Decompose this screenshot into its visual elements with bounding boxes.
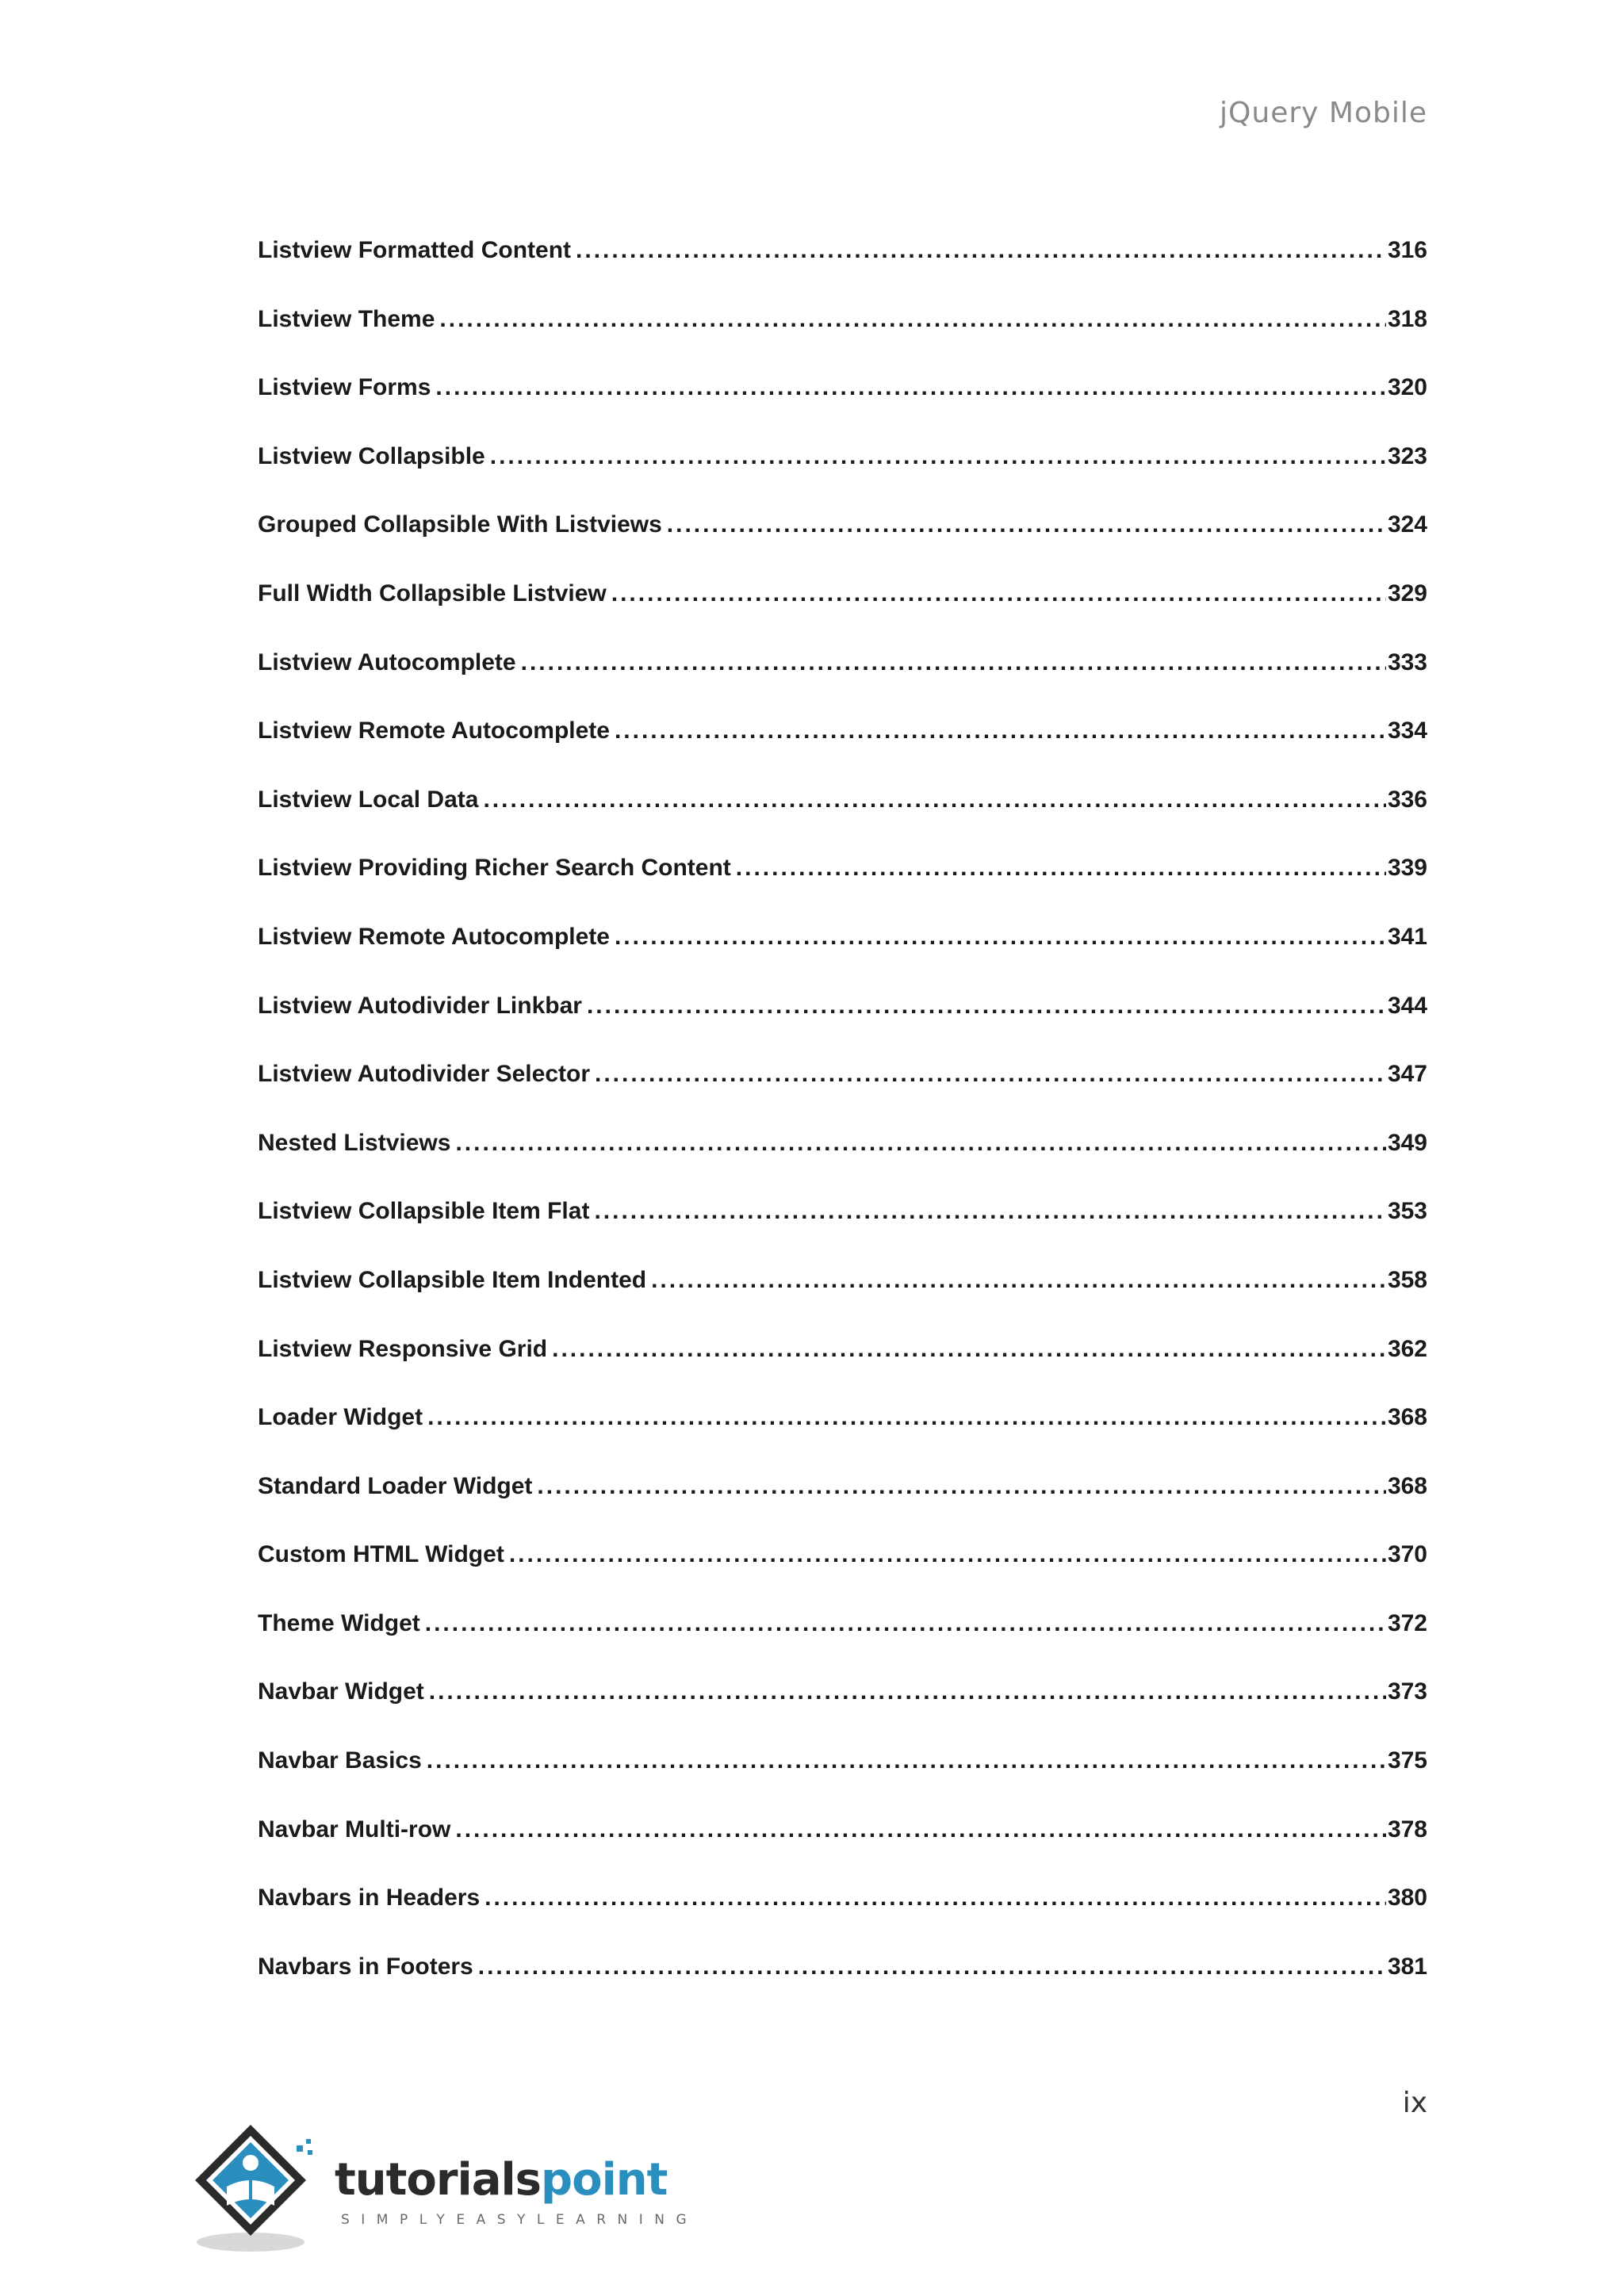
toc-entry-title: Loader Widget	[258, 1404, 423, 1431]
toc-entry[interactable]	[258, 1052, 1427, 1121]
toc-entry[interactable]	[258, 709, 1427, 778]
toc-entry-title: Navbars in Footers	[258, 1953, 473, 1980]
toc-entry[interactable]	[258, 297, 1427, 366]
logo-wordmark-part2: point	[541, 2154, 668, 2206]
toc-entry-title: Listview Responsive Grid	[258, 1335, 548, 1362]
logo-wordmark-part1: tutorials	[335, 2154, 542, 2206]
toc-entry-page: 378	[1387, 1816, 1427, 1843]
running-header: jQuery Mobile	[1220, 97, 1427, 129]
table-of-contents	[258, 228, 1427, 2013]
toc-entry-page: 373	[1387, 1678, 1427, 1705]
toc-entry[interactable]	[258, 846, 1427, 915]
toc-entry[interactable]	[258, 1189, 1427, 1258]
toc-entry-title: Grouped Collapsible With Listviews	[258, 511, 662, 538]
toc-entry-page: 368	[1387, 1472, 1427, 1499]
toc-entry-page: 316	[1387, 237, 1427, 263]
toc-entry[interactable]	[258, 641, 1427, 710]
toc-dot-leader	[425, 1601, 1386, 1646]
toc-entry-page: 318	[1387, 305, 1427, 332]
tutorialspoint-logo	[195, 2117, 699, 2260]
toc-entry-page: 358	[1387, 1266, 1427, 1293]
toc-entry[interactable]	[258, 1464, 1427, 1533]
toc-dot-leader	[427, 1395, 1386, 1440]
toc-entry-page: 336	[1387, 786, 1427, 813]
toc-entry-title: Full Width Collapsible Listview	[258, 580, 607, 607]
toc-entry[interactable]	[258, 915, 1427, 984]
toc-dot-leader	[615, 915, 1386, 959]
toc-entry[interactable]	[258, 434, 1427, 503]
toc-entry[interactable]	[258, 1327, 1427, 1396]
toc-entry-title: Listview Collapsible Item Flat	[258, 1198, 590, 1225]
toc-entry[interactable]	[258, 503, 1427, 572]
toc-entry-title: Navbar Basics	[258, 1747, 422, 1774]
toc-entry-page: 368	[1387, 1404, 1427, 1431]
toc-dot-leader	[483, 778, 1386, 822]
toc-dot-leader	[615, 709, 1386, 753]
toc-entry-title: Listview Theme	[258, 305, 435, 332]
toc-dot-leader	[736, 846, 1386, 890]
toc-entry-title: Listview Providing Richer Search Content	[258, 855, 731, 882]
toc-entry-title: Listview Remote Autocomplete	[258, 923, 610, 950]
toc-entry-page: 370	[1387, 1541, 1427, 1568]
toc-entry-title: Standard Loader Widget	[258, 1472, 533, 1499]
toc-entry-page: 323	[1387, 442, 1427, 469]
toc-entry[interactable]	[258, 228, 1427, 297]
toc-entry-title: Listview Collapsible Item Indented	[258, 1266, 647, 1293]
toc-entry[interactable]	[258, 1945, 1427, 2014]
toc-entry-page: 344	[1387, 992, 1427, 1019]
toc-dot-leader	[576, 228, 1386, 273]
toc-entry-title: Listview Remote Autocomplete	[258, 718, 610, 744]
toc-entry-title: Listview Local Data	[258, 786, 479, 813]
toc-dot-leader	[552, 1327, 1386, 1372]
toc-entry-title: Listview Forms	[258, 374, 431, 401]
toc-entry-page: 347	[1387, 1061, 1427, 1088]
toc-dot-leader	[429, 1670, 1386, 1714]
toc-entry[interactable]	[258, 1876, 1427, 1945]
logo-tagline: SIMPLYEASYLEARNING	[341, 2212, 699, 2228]
toc-entry[interactable]	[258, 1395, 1427, 1464]
toc-entry-page: 353	[1387, 1198, 1427, 1225]
toc-entry-title: Navbar Multi-row	[258, 1816, 451, 1843]
toc-entry-page: 329	[1387, 580, 1427, 607]
toc-entry[interactable]	[258, 984, 1427, 1053]
toc-dot-leader	[455, 1121, 1386, 1165]
toc-entry-page: 349	[1387, 1129, 1427, 1156]
toc-dot-leader	[651, 1258, 1386, 1303]
toc-entry-title: Listview Formatted Content	[258, 237, 572, 263]
toc-dot-leader	[435, 365, 1386, 410]
toc-dot-leader	[611, 572, 1386, 616]
toc-entry[interactable]	[258, 1601, 1427, 1670]
toc-dot-leader	[594, 1189, 1386, 1234]
toc-entry[interactable]	[258, 365, 1427, 434]
toc-entry[interactable]	[258, 1670, 1427, 1739]
toc-dot-leader	[509, 1533, 1386, 1577]
toc-entry[interactable]	[258, 778, 1427, 847]
toc-dot-leader	[439, 297, 1386, 342]
tutorialspoint-logo-icon	[195, 2117, 338, 2260]
toc-entry[interactable]	[258, 1533, 1427, 1601]
toc-dot-leader	[427, 1739, 1386, 1783]
toc-entry-title: Theme Widget	[258, 1609, 420, 1636]
toc-entry[interactable]	[258, 1808, 1427, 1877]
toc-dot-leader	[667, 503, 1386, 547]
toc-entry-page: 334	[1387, 718, 1427, 744]
toc-dot-leader	[485, 1876, 1386, 1920]
toc-dot-leader	[537, 1464, 1386, 1509]
toc-dot-leader	[521, 641, 1386, 685]
toc-entry-page: 341	[1387, 923, 1427, 950]
toc-entry-title: Nested Listviews	[258, 1129, 451, 1156]
toc-entry-title: Custom HTML Widget	[258, 1541, 504, 1568]
toc-entry-title: Listview Autodivider Linkbar	[258, 992, 582, 1019]
toc-dot-leader	[455, 1808, 1386, 1852]
toc-dot-leader	[587, 984, 1386, 1028]
toc-entry[interactable]	[258, 1258, 1427, 1327]
toc-entry-page: 380	[1387, 1885, 1427, 1911]
toc-entry-page: 324	[1387, 511, 1427, 538]
toc-dot-leader	[478, 1945, 1386, 1989]
toc-entry-title: Navbars in Headers	[258, 1885, 481, 1911]
toc-entry[interactable]	[258, 1121, 1427, 1190]
toc-entry[interactable]	[258, 572, 1427, 641]
toc-entry-page: 339	[1387, 855, 1427, 882]
logo-wordmark	[335, 2154, 668, 2206]
toc-entry-page: 381	[1387, 1953, 1427, 1980]
toc-entry-page: 320	[1387, 374, 1427, 401]
toc-dot-leader	[490, 434, 1386, 479]
toc-entry-page: 362	[1387, 1335, 1427, 1362]
toc-entry-title: Navbar Widget	[258, 1678, 424, 1705]
page-number: ix	[1402, 2087, 1427, 2119]
toc-entry-page: 333	[1387, 649, 1427, 675]
toc-entry-title: Listview Autodivider Selector	[258, 1061, 590, 1088]
toc-entry-title: Listview Collapsible	[258, 442, 485, 469]
toc-entry-title: Listview Autocomplete	[258, 649, 516, 675]
toc-dot-leader	[595, 1052, 1386, 1096]
toc-entry[interactable]	[258, 1739, 1427, 1808]
toc-entry-page: 375	[1387, 1747, 1427, 1774]
toc-entry-page: 372	[1387, 1609, 1427, 1636]
